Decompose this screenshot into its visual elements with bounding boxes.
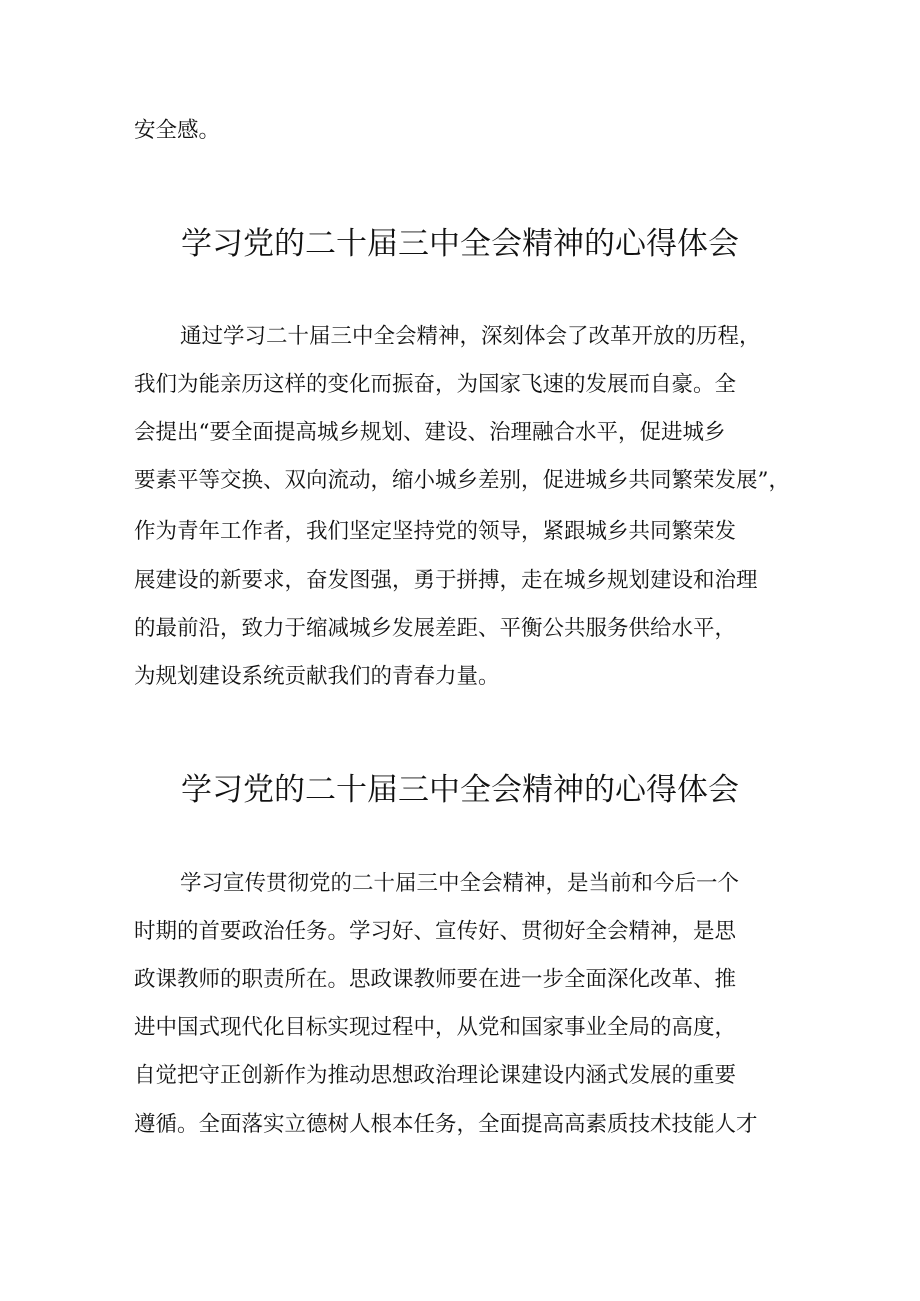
top-fragment-text: 安全感。 xyxy=(134,118,221,143)
paragraph-line: 政课教师的职责所在。思政课教师要在进一步全面深化改革、推 xyxy=(134,967,737,992)
paragraph-line: 遵循。全面落实立德树人根本任务，全面提高高素质技术技能人才 xyxy=(134,1112,758,1137)
paragraph-line: 展建设的新要求，奋发图强，勇于拼搏，走在城乡规划建设和治理 xyxy=(134,568,758,593)
paragraph-line: 学习宣传贯彻党的二十届三中全会精神，是当前和今后一个 xyxy=(180,871,740,896)
paragraph-line: 为规划建设系统贡献我们的青春力量。 xyxy=(134,664,500,689)
paragraph-line: 会提出“要全面提高城乡规划、建设、治理融合水平，促进城乡 xyxy=(134,420,726,445)
paragraph-line: 作为青年工作者，我们坚定坚持党的领导，紧跟城乡共同繁荣发 xyxy=(134,519,737,544)
section-1-title: 学习党的二十届三中全会精神的心得体会 xyxy=(181,226,739,262)
paragraph-line: 要素平等交换、双向流动，缩小城乡差别，促进城乡共同繁荣发展”， xyxy=(134,468,790,493)
paragraph-line: 的最前沿，致力于缩减城乡发展差距、平衡公共服务供给水平， xyxy=(134,616,737,641)
paragraph-line: 我们为能亲历这样的变化而振奋，为国家飞速的发展而自豪。全 xyxy=(134,372,737,397)
paragraph-line: 进中国式现代化目标实现过程中，从党和国家事业全局的高度， xyxy=(134,1015,737,1040)
paragraph-line: 自觉把守正创新作为推动思想政治理论课建设内涵式发展的重要 xyxy=(134,1063,737,1088)
paragraph-line: 时期的首要政治任务。学习好、宣传好、贯彻好全会精神，是思 xyxy=(134,919,737,944)
section-2-title: 学习党的二十届三中全会精神的心得体会 xyxy=(181,772,739,808)
paragraph-line: 通过学习二十届三中全会精神，深刻体会了改革开放的历程， xyxy=(180,324,761,349)
